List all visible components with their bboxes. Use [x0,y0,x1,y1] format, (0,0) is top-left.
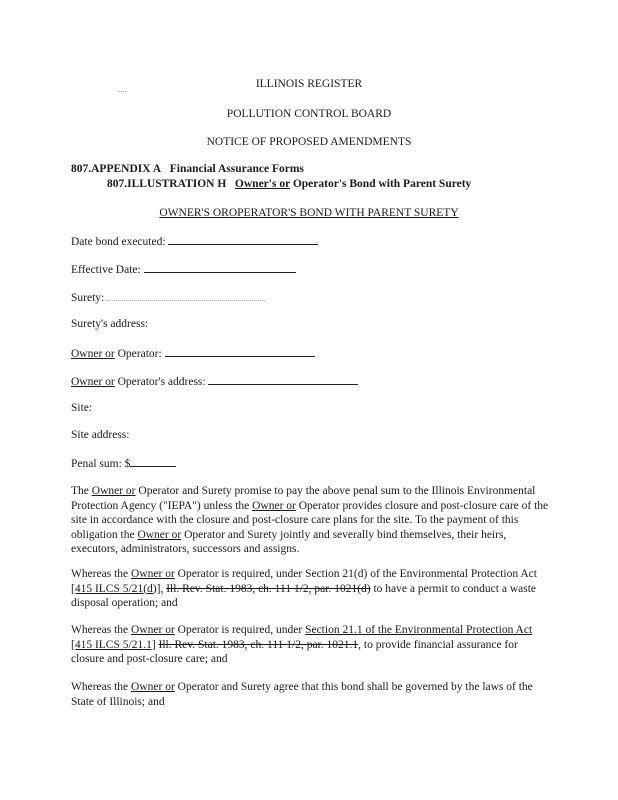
p1-text-c: Operator and Surety promise to pay the above penal sum to the Illinois Environmental Protection Agency ("IEPA") unless the [71,485,536,512]
p2-text-g: to have a permit to conduct a waste disposal operation; and [71,582,537,610]
p1-text-g: Operator and Surety jointly and severally bind themselves, their heirs, executors, administrators, successors and assigns. [71,528,507,556]
paragraph-financial-assurance [71,623,551,667]
register-title: ILLINOIS REGISTER [255,78,363,90]
illustration-owner-insert: Owner's or [234,178,290,190]
appendix-heading [71,163,304,175]
p1-owner-insert-2: Owner or [252,499,296,512]
surety-address-field [71,318,148,330]
owner-address-label: Operator's address: [117,376,206,388]
appendix-title: Financial Assurance Forms [169,163,304,175]
p4-owner-insert: Owner or [131,681,175,693]
p1-owner-insert-1: Owner or [91,485,136,497]
penal-sum-label: Penal sum: $ [71,458,131,470]
penal-sum-blank [130,456,176,467]
p1-text-a: The [71,485,92,497]
p3-owner-insert: Owner or [131,624,175,636]
p2-ilcs-insert: [415 ILCS 5/21(d)] [71,582,161,595]
p3-stat-deletion: Ill. Rev. Stat. 1983, ch. 111 1/2, par. 1021.1 [158,638,359,651]
board-title: POLLUTION CONTROL BOARD [226,108,392,120]
date-executed-field [71,234,318,248]
notice-title: NOTICE OF PROPOSED AMENDMENTS [206,136,412,148]
surety-field [71,290,265,304]
p3-text-g: , to provide financial assurance for closure and post-closure care; and [71,638,518,666]
p3-text-c: Operator is required, under [174,624,306,636]
p2-owner-insert: Owner or [131,568,175,580]
effective-date-field [71,262,296,276]
illustration-title: Operator's Bond with Parent Surety [292,178,472,190]
form-title-rest: OPERATOR'S BOND WITH PARENT SURETY [228,207,459,219]
p3-section-insert: Section 21.1 of the Environmental Protection Act [415 ILCS 5/21.1] [71,624,533,651]
p2-stat-deletion: Ill. Rev. Stat. 1983, ch. 111 1/2, par. 1021(d) [166,582,371,595]
p4-text-a: Whereas the [71,681,132,693]
site-address-label: Site address: [71,429,130,441]
paragraph-governing-law [71,680,551,709]
date-executed-label: Date bond executed: [71,236,166,248]
date-executed-blank [168,234,318,245]
illustration-heading [107,178,471,190]
owner-address-blank [208,374,358,385]
owner-operator-field [71,346,315,360]
surety-blank [107,290,265,301]
p4-text-c: Operator and Surety agree that this bond shall be governed by the laws of the State of Illinois; and [71,681,533,708]
surety-address-label: Surety's address: [71,318,149,330]
paragraph-promise [71,484,551,557]
p1-owner-insert-3: Owner or [137,528,182,541]
site-field [71,402,92,414]
p3-text-a: Whereas the [71,624,132,636]
paragraph-permit [71,567,551,611]
owner-operator-insert: Owner or [71,348,115,360]
surety-label: Surety: [71,292,105,304]
appendix-code: 807.APPENDIX A [71,163,162,175]
site-address-field [71,429,129,441]
owner-operator-blank [165,346,315,357]
effective-date-blank [144,262,296,273]
p2-text-e: , [160,582,167,595]
p1-text-e: Operator provides closure and post-closure care of the site in accordance with the closure and post-closure care plans for the site. To the payment of this obligation the [71,499,549,541]
effective-date-label: Effective Date: [71,264,141,276]
p2-text-a: Whereas the [71,568,132,580]
site-label: Site: [71,402,93,414]
form-title [0,207,618,219]
illustration-code: 807.ILLUSTRATION H [107,178,227,190]
form-title-owner: OWNER'S OR [159,207,229,219]
owner-address-field [71,374,358,388]
penal-sum-field [71,456,176,470]
owner-address-insert: Owner or [71,376,115,388]
owner-operator-label: Operator: [117,348,162,360]
header-marker: .... [118,84,127,94]
p2-text-c: Operator is required, under Section 21(d) of the Environmental Protection Act [174,568,537,580]
